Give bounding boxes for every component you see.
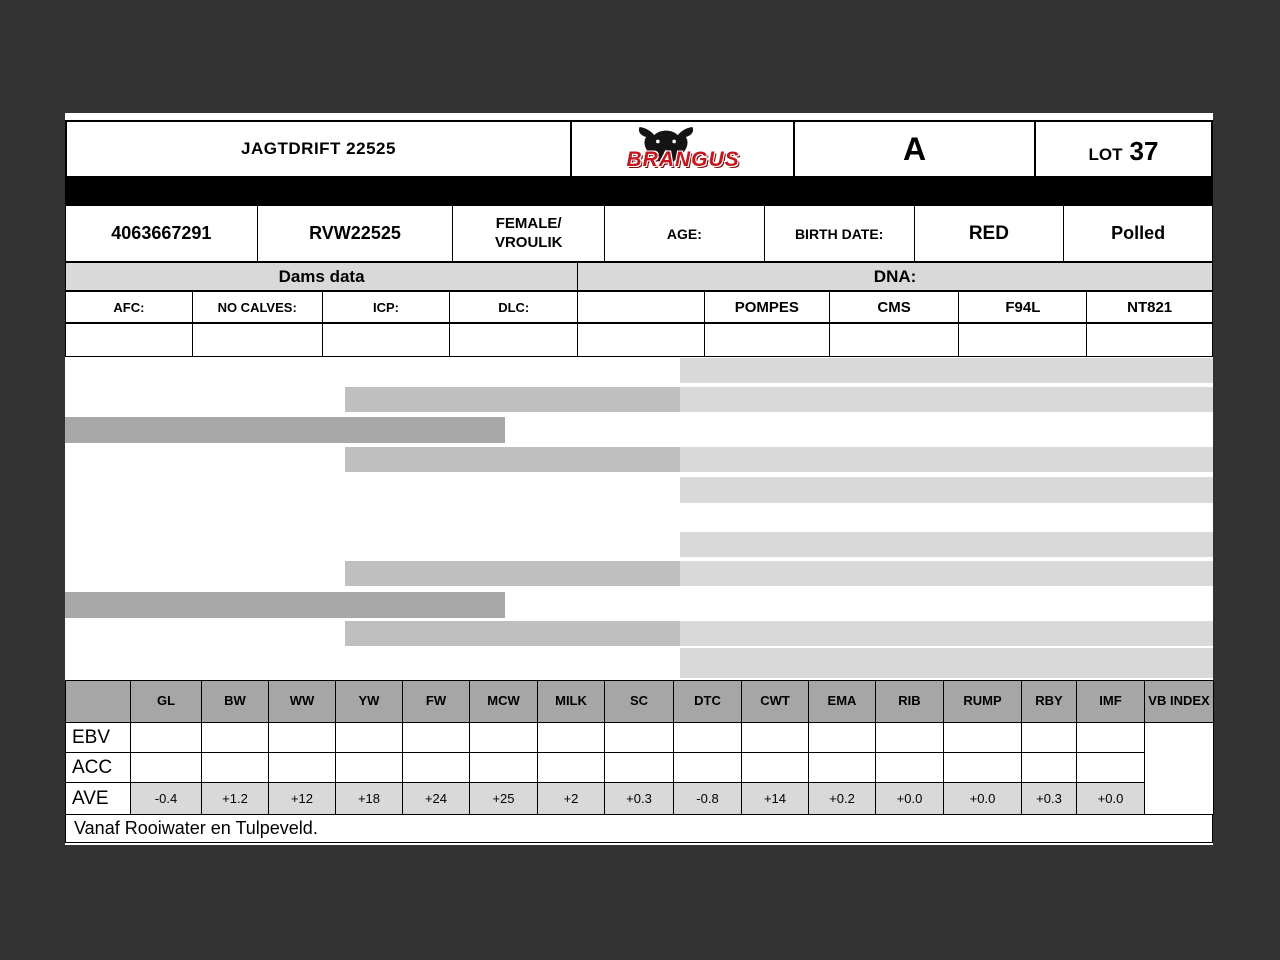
sex-line2: VROULIK xyxy=(494,233,563,251)
acc-cell xyxy=(809,753,876,783)
ebv-col-vb-index: VB INDEX xyxy=(1145,681,1214,723)
values-band xyxy=(65,323,1213,357)
cms-value-cell xyxy=(830,324,960,356)
ave-cell: -0.8 xyxy=(674,783,742,815)
pedigree-great-grandparent-bar xyxy=(680,477,1213,503)
pedigree-great-grandparent-bar xyxy=(680,561,1213,586)
acc-cell xyxy=(674,753,742,783)
section-letter xyxy=(795,122,1036,176)
acc-cell xyxy=(202,753,269,783)
lot-number: 37 xyxy=(1129,136,1159,166)
dlc-cell xyxy=(450,292,578,322)
reg-number: RVW22525 xyxy=(309,223,401,243)
blank-value-cell xyxy=(578,324,705,356)
id-number-cell xyxy=(66,206,258,261)
ave-cell: +0.0 xyxy=(876,783,944,815)
birth-date-cell xyxy=(765,206,915,261)
ave-cell: +14 xyxy=(742,783,809,815)
birth-date-label: BIRTH DATE: xyxy=(794,225,884,242)
ebv-cell xyxy=(674,723,742,753)
acc-cell xyxy=(403,753,470,783)
ebv-col-dtc: DTC xyxy=(674,681,742,723)
pompes-value-cell xyxy=(705,324,830,356)
ebv-cell xyxy=(336,723,403,753)
poll-status: Polled xyxy=(1111,223,1166,243)
ebv-cell xyxy=(1077,723,1145,753)
ebv-table xyxy=(65,680,1214,815)
ebv-row xyxy=(66,723,1214,753)
acc-cell xyxy=(742,753,809,783)
ebv-col-rib: RIB xyxy=(876,681,944,723)
pedigree-great-grandparent-bar xyxy=(680,648,1213,678)
pedigree-dam-bar xyxy=(65,592,505,618)
ebv-col-cwt: CWT xyxy=(742,681,809,723)
ebv-cell xyxy=(742,723,809,753)
acc-row-label: ACC xyxy=(66,753,131,783)
sex-cell xyxy=(453,206,605,261)
nt821-cell xyxy=(1087,292,1212,322)
acc-cell xyxy=(538,753,605,783)
ave-cell: +0.0 xyxy=(1077,783,1145,815)
pedigree-grandparent-bar xyxy=(345,447,680,472)
ave-cell: +25 xyxy=(470,783,538,815)
pedigree-great-grandparent-bar xyxy=(680,447,1213,472)
ebv-corner-cell xyxy=(66,681,131,723)
afc-cell xyxy=(66,292,193,322)
colour-cell xyxy=(915,206,1065,261)
icp-value-cell xyxy=(323,324,451,356)
ave-cell: -0.4 xyxy=(131,783,202,815)
brangus-logo-wrap xyxy=(603,126,763,172)
lot-cell xyxy=(1036,122,1211,176)
section-header-band xyxy=(65,262,1213,291)
ebv-cell xyxy=(470,723,538,753)
ebv-cell xyxy=(403,723,470,753)
no-calves-label: NO CALVES: xyxy=(217,299,297,315)
pedigree-great-grandparent-bar xyxy=(680,621,1213,646)
animal-name: JAGTDRIFT 22525 xyxy=(241,139,396,158)
ebv-header-row xyxy=(66,681,1214,723)
footnote xyxy=(65,814,1213,843)
identity-band xyxy=(65,205,1213,262)
header-band xyxy=(65,120,1213,178)
f94l-label: F94L xyxy=(1005,298,1041,316)
catalog-page xyxy=(65,113,1213,845)
acc-cell xyxy=(131,753,202,783)
colour-value: RED xyxy=(968,222,1009,244)
ave-cell: +0.3 xyxy=(1022,783,1077,815)
ebv-cell xyxy=(944,723,1022,753)
pompes-cell xyxy=(705,292,830,322)
ebv-cell xyxy=(1022,723,1077,753)
ave-cell: +18 xyxy=(336,783,403,815)
section-letter-text: A xyxy=(902,130,927,167)
ave-row xyxy=(66,783,1214,815)
dams-data-label: Dams data xyxy=(278,266,365,286)
brangus-logo xyxy=(572,122,795,176)
f94l-value-cell xyxy=(959,324,1087,356)
black-divider-bar xyxy=(65,178,1213,205)
ebv-cell xyxy=(876,723,944,753)
icp-cell xyxy=(323,292,451,322)
ave-cell: +1.2 xyxy=(202,783,269,815)
acc-cell xyxy=(1022,753,1077,783)
acc-cell xyxy=(1077,753,1145,783)
labels-band xyxy=(65,291,1213,323)
ebv-cell xyxy=(538,723,605,753)
ave-cell: +2 xyxy=(538,783,605,815)
brangus-wordmark: BRANGUS xyxy=(626,148,740,171)
dams-data-header xyxy=(66,263,578,290)
animal-name-cell xyxy=(67,122,572,176)
ebv-cell xyxy=(809,723,876,753)
acc-cell xyxy=(336,753,403,783)
ebv-col-rump: RUMP xyxy=(944,681,1022,723)
nt821-value-cell xyxy=(1087,324,1212,356)
no-calves-value-cell xyxy=(193,324,323,356)
dna-header xyxy=(578,263,1212,290)
pompes-label: POMPES xyxy=(734,298,799,316)
acc-cell xyxy=(605,753,674,783)
ebv-col-mcw: MCW xyxy=(470,681,538,723)
footnote-text: Vanaf Rooiwater en Tulpeveld. xyxy=(74,818,318,838)
vb-index-cell xyxy=(1145,723,1214,815)
acc-cell xyxy=(876,753,944,783)
ebv-cell xyxy=(131,723,202,753)
age-label: AGE: xyxy=(666,225,702,242)
ave-cell: +0.0 xyxy=(944,783,1022,815)
pedigree-great-grandparent-bar xyxy=(680,358,1213,383)
pedigree-great-grandparent-bar xyxy=(680,387,1213,412)
dlc-value-cell xyxy=(450,324,578,356)
ebv-col-yw: YW xyxy=(336,681,403,723)
id-number: 4063667291 xyxy=(111,223,212,243)
icp-label: ICP: xyxy=(372,299,399,315)
pedigree-grandparent-bar xyxy=(345,561,680,586)
ebv-col-ww: WW xyxy=(269,681,336,723)
ebv-col-milk: MILK xyxy=(538,681,605,723)
ebv-row-label: EBV xyxy=(66,723,131,753)
ebv-col-rby: RBY xyxy=(1022,681,1077,723)
pedigree-sire-bar xyxy=(65,417,505,443)
poll-status-cell xyxy=(1064,206,1212,261)
ebv-cell xyxy=(269,723,336,753)
ave-row-label: AVE xyxy=(66,783,131,815)
ave-cell: +12 xyxy=(269,783,336,815)
cms-cell xyxy=(830,292,960,322)
afc-label: AFC: xyxy=(113,299,145,315)
dlc-label: DLC: xyxy=(498,299,530,315)
f94l-cell xyxy=(959,292,1087,322)
lot-label: LOT xyxy=(1088,145,1123,164)
acc-row xyxy=(66,753,1214,783)
cms-label: CMS xyxy=(877,298,911,316)
ave-cell: +24 xyxy=(403,783,470,815)
ebv-col-gl: GL xyxy=(131,681,202,723)
dna-label: DNA: xyxy=(873,266,917,286)
afc-value-cell xyxy=(66,324,193,356)
acc-cell xyxy=(470,753,538,783)
sex-line1: FEMALE/ xyxy=(495,214,562,232)
pedigree-great-grandparent-bar xyxy=(680,532,1213,557)
ebv-cell xyxy=(605,723,674,753)
acc-cell xyxy=(944,753,1022,783)
ebv-col-ema: EMA xyxy=(809,681,876,723)
ebv-cell xyxy=(202,723,269,753)
nt821-label: NT821 xyxy=(1127,298,1173,316)
ave-cell: +0.3 xyxy=(605,783,674,815)
age-cell xyxy=(605,206,765,261)
ebv-col-imf: IMF xyxy=(1077,681,1145,723)
acc-cell xyxy=(269,753,336,783)
ebv-col-bw: BW xyxy=(202,681,269,723)
ave-cell: +0.2 xyxy=(809,783,876,815)
ebv-col-sc: SC xyxy=(605,681,674,723)
ebv-col-fw: FW xyxy=(403,681,470,723)
blank-cell xyxy=(578,292,705,322)
pedigree-grandparent-bar xyxy=(345,621,680,646)
pedigree-grandparent-bar xyxy=(345,387,680,412)
reg-number-cell xyxy=(258,206,454,261)
no-calves-cell xyxy=(193,292,323,322)
